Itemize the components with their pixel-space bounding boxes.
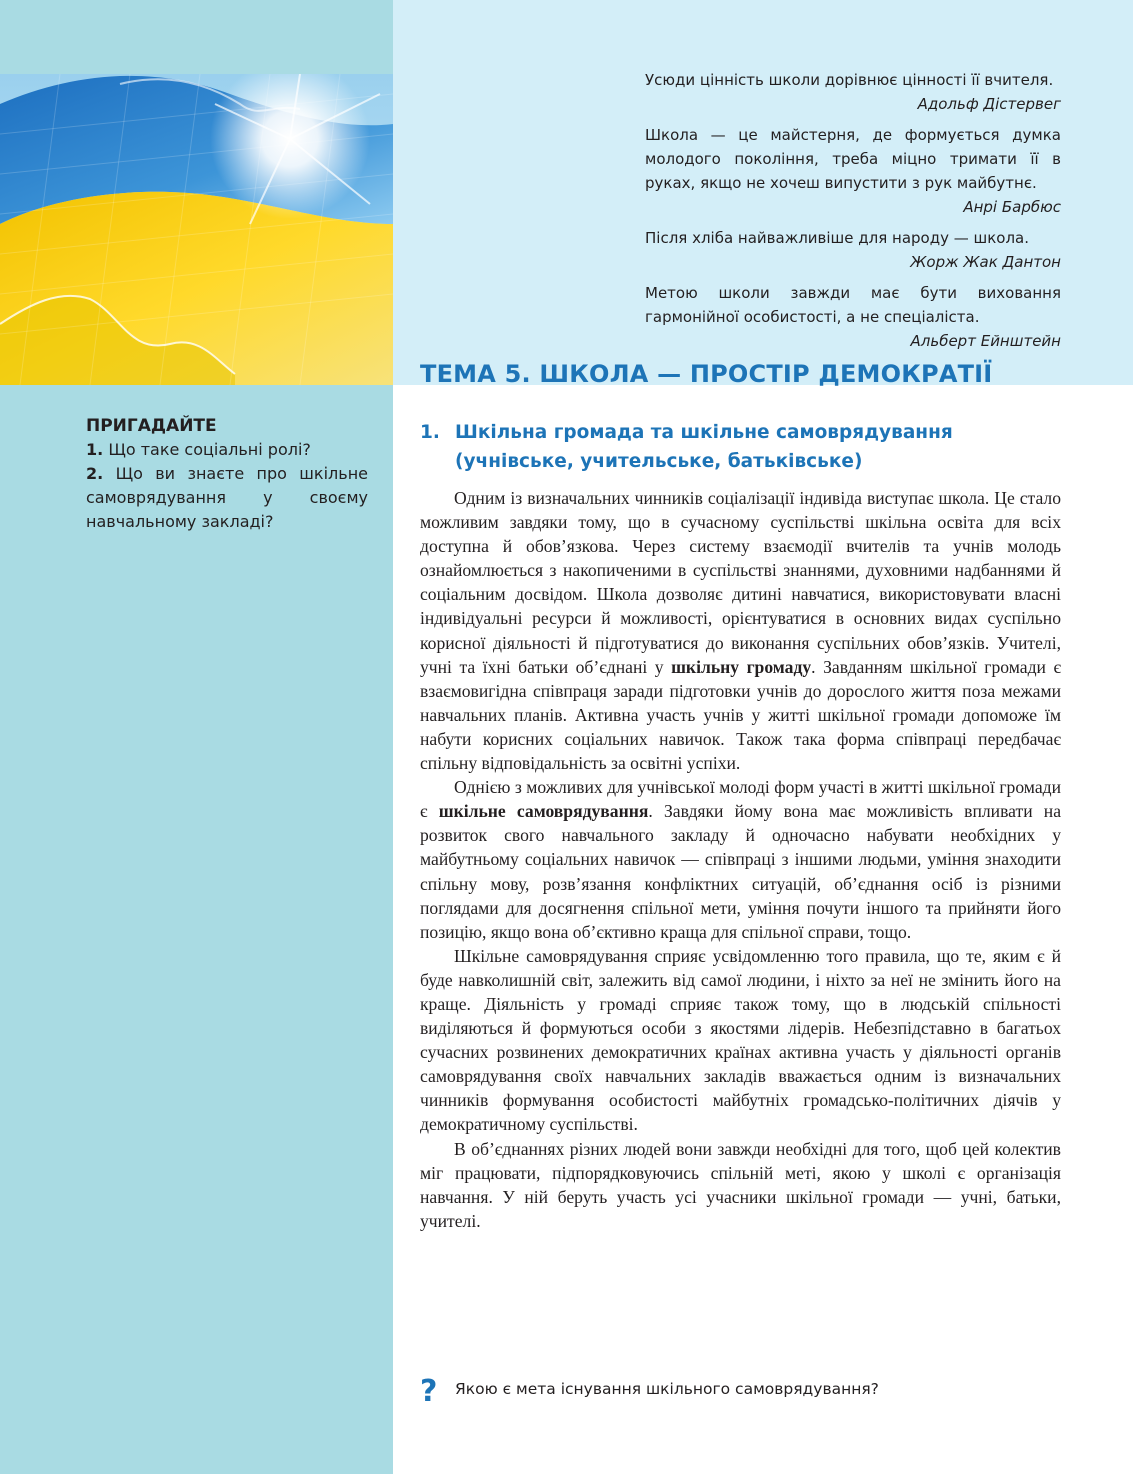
- paragraph-text: Одним із визначальних чинників соціалізації індивіда виступає школа. Це стало можливим завдяки тому, що в сучасному суспільстві шкільна освіта для всіх доступна й обов’язкова. Через систему взаємодії вчителів та учнів молодь ознайомлюється з накопиченими в суспільстві знаннями, духовними надбаннями й соціальним досвідом. Школа дозволяє дитині навчатися, використовувати власні індивідуальні ресурси й можливості, орієнтуватися в основних видах суспільно корисної діяльності й підготуватися до виконання суспільних обов’язків. Учителі, учні та їхні батьки об’єднані у: [420, 488, 1061, 677]
- paragraph: [420, 775, 1061, 944]
- quote-text: Після хліба найважливіше для народу — школа.: [645, 229, 1030, 247]
- paragraph-text: . Завдяки йому вона має можливість впливати на розвиток свого навчального закладу й одночасно набувати необхідних у майбутньому соціальних навичок — співпраці з іншими людьми, уміння знаходити спільну мову, розв’язання конфліктних ситуацій, об’єднання осіб із різними поглядами для досягнення спільної мети, уміння почути іншого та прийняти його позицію, якщо вона об’єктивно краща для спільної справи, тощо.: [420, 801, 1062, 942]
- review-question: [420, 1374, 1061, 1409]
- term-school-self-government: шкільне самоврядування: [438, 801, 649, 822]
- remember-heading: ПРИГАДАЙТЕ: [86, 416, 217, 436]
- remember-item-text: Що ви знаєте про шкільне самоврядування у своєму навчальному закладі?: [86, 464, 369, 531]
- quote-text: Метою школи завжди має бути виховання гармонійної особистості, а не спеціаліста.: [645, 284, 1061, 326]
- ukraine-flag-illustration: [0, 74, 393, 385]
- section-heading: [420, 418, 1060, 476]
- remember-item-number: 2.: [86, 464, 104, 483]
- quote-text: Усюди цінність школи дорівнює цінності її вчителя.: [645, 71, 1054, 89]
- paragraph: [420, 486, 1061, 775]
- quotes-block: [645, 68, 1061, 360]
- remember-item: [86, 438, 368, 462]
- quote-author: Альберт Ейнштейн: [910, 332, 1061, 350]
- paragraph-text: Однією з можливих для учнівської молоді форм участі в житті шкільної громади є: [420, 777, 1061, 822]
- question-mark-icon: ?: [420, 1374, 438, 1409]
- paragraph-text: . Завданням шкільної громади є взаємовигідна співпраця заради підготовки учнів до дорослого життя поза межами навчальних планів. Активна участь учнів у житті шкільної громади допоможе їм набути корисних соціальних навичок. Також така форма співпраці передбачає спільну відповідальність за освітні успіхи.: [420, 656, 1061, 774]
- remember-item-text: Що таке соціальні ролі?: [108, 440, 311, 459]
- quote: [645, 226, 1061, 274]
- quote: [645, 123, 1061, 219]
- quote-author: Адольф Дістервег: [917, 95, 1061, 113]
- quote-author: Анрі Барбюс: [963, 198, 1061, 216]
- quote-text: Школа — це майстерня, де формується думка молодого покоління, треба міцно тримати її в руках, якщо не хочеш випустити з рук майбутнє.: [645, 126, 1061, 192]
- remember-box: [86, 414, 368, 534]
- paragraph: В об’єднаннях різних людей вони завжди необхідні для того, щоб цей колектив міг працювати, підпорядковуючись спільній меті, якою у школі є організація навчання. У ній беруть участь усі учасники шкільної громади — учні, батьки, учителі.: [420, 1138, 1061, 1231]
- term-school-community: шкільну громаду: [671, 656, 812, 677]
- remember-item: [86, 462, 368, 534]
- body-text: [420, 486, 1061, 1233]
- section-number: 1.: [420, 422, 440, 443]
- remember-item-number: 1.: [86, 440, 104, 459]
- quote: [645, 68, 1061, 116]
- quote: [645, 281, 1061, 353]
- section-title: Шкільна громада та шкільне самоврядування (учнівське, учительське, батьківське): [455, 422, 953, 472]
- paragraph: Шкільне самоврядування сприяє усвідомленню того правила, що те, яким є й буде навколишній світ, залежить від самої людини, і ніхто за неї не змінить його на краще. Діяльність у громаді сприяє також тому, що в людській спільності виділяються й формуються особи з якостями лідерів. Небезпідставно в багатьох сучасних розвинених демократичних країнах активна участь у діяльності органів самоврядування своїх навчальних закладів вважається одним із визначальних чинників формування особистості майбутніх громадсько-політичних діячів у демократичному суспільстві.: [420, 945, 1061, 1135]
- question-text: Якою є мета існування шкільного самоврядування?: [455, 1380, 879, 1398]
- quote-author: Жорж Жак Дантон: [910, 253, 1061, 271]
- topic-title: ТЕМА 5. ШКОЛА — ПРОСТІР ДЕМОКРАТІЇ: [420, 360, 993, 388]
